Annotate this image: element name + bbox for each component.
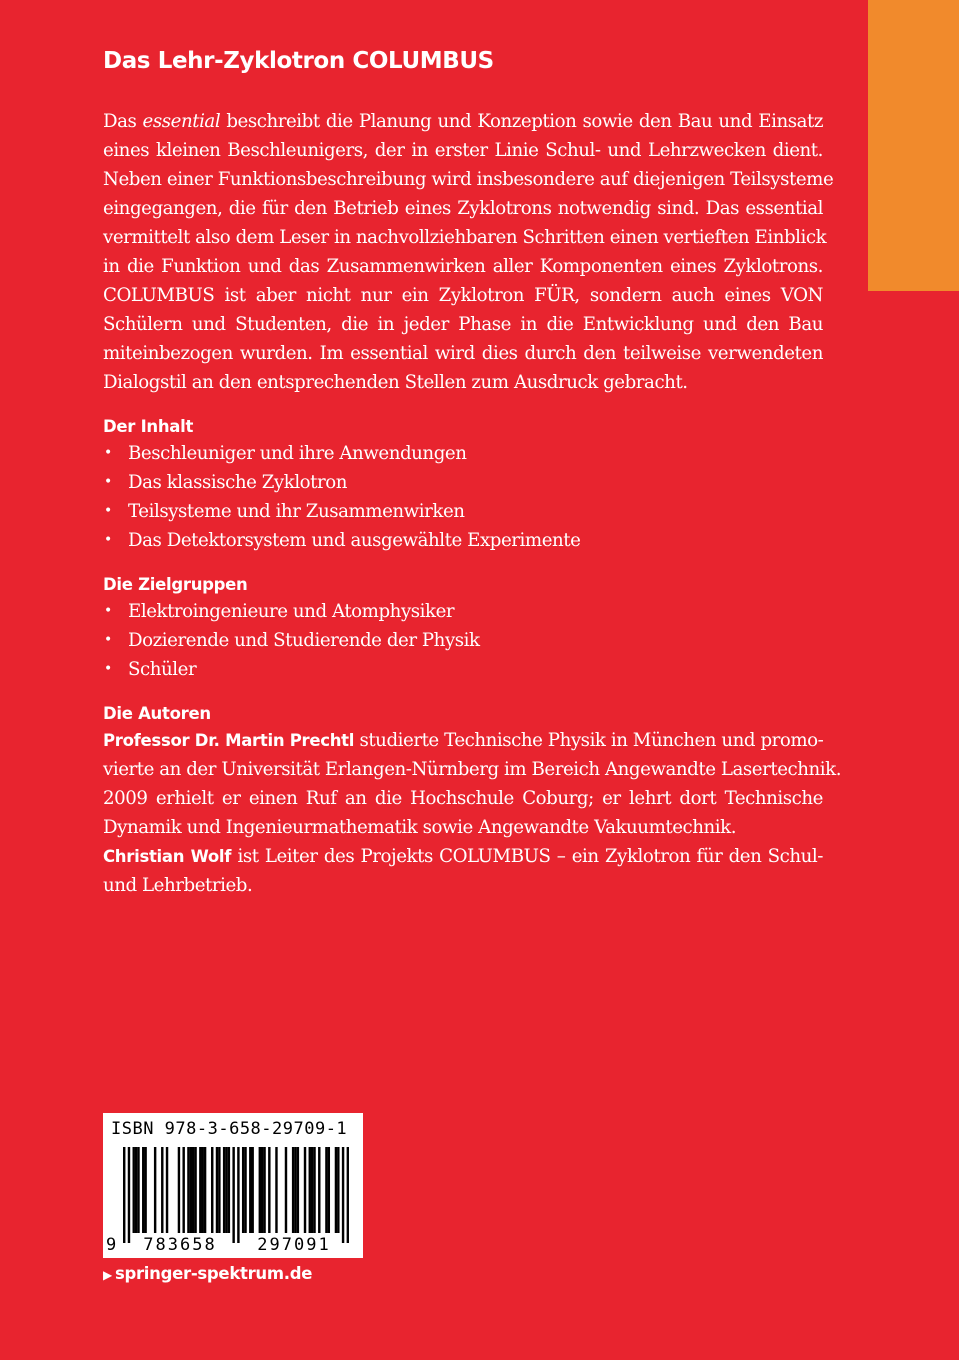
back-cover-text xyxy=(103,48,842,900)
author-line: und Lehrbetrieb. xyxy=(103,875,253,896)
barcode-bar xyxy=(166,1147,168,1233)
book-title: Das Lehr-Zyklotron COLUMBUS xyxy=(103,48,494,74)
barcode-bar xyxy=(199,1147,201,1233)
barcode-bar xyxy=(144,1147,146,1233)
barcode-bar xyxy=(325,1147,327,1233)
barcode-bar xyxy=(142,1147,144,1233)
barcode-bar xyxy=(192,1147,194,1233)
list-item: • Elektroingenieure und Atomphysiker xyxy=(103,597,823,626)
barcode-bar xyxy=(161,1147,163,1233)
bullet-icon: • xyxy=(104,532,112,548)
publisher-url: springer-spektrum.de xyxy=(114,1264,313,1283)
intro-line: Das essential beschreibt die Planung und Konzeption sowie den Bau und Einsatz xyxy=(103,111,823,132)
zielgruppen-list xyxy=(103,597,823,684)
barcode-bar xyxy=(232,1147,234,1243)
authors-paragraph xyxy=(103,726,842,900)
barcode-bar xyxy=(249,1147,251,1233)
barcode-bar xyxy=(135,1147,137,1233)
orange-accent-bar xyxy=(868,0,959,291)
bullet-icon: • xyxy=(104,474,112,490)
intro-line: eingegangen, die für den Betrieb eines Zyklotrons notwendig sind. Das essential xyxy=(103,198,823,219)
ean-first-digit: 9 xyxy=(106,1235,117,1255)
barcode-bar xyxy=(128,1147,130,1243)
list-item: • Teilsysteme und ihr Zusammenwirken xyxy=(103,497,823,526)
barcode-bar xyxy=(337,1147,339,1233)
bullet-icon: • xyxy=(104,661,112,677)
bullet-icon: • xyxy=(104,603,112,619)
ean-left-group: 783658 xyxy=(143,1235,217,1255)
intro-line: Neben einer Funktionsbeschreibung wird insbesondere auf diejenigen Teilsysteme xyxy=(103,169,834,190)
barcode-bar xyxy=(261,1147,263,1233)
barcode-bar xyxy=(347,1147,349,1243)
author-line: Christian Wolf ist Leiter des Projekts COLUMBUS – ein Zyklotron für den Schul- xyxy=(103,846,823,867)
barcode-bar xyxy=(259,1147,261,1233)
barcode-bar xyxy=(297,1147,299,1233)
barcode-bars xyxy=(123,1147,349,1243)
barcode-bar xyxy=(342,1147,344,1243)
barcode-bar xyxy=(225,1147,227,1233)
arrow-right-icon: ▶ xyxy=(103,1268,112,1282)
author-line: 2009 erhielt er einen Ruf an die Hochschule Coburg; er lehrt dort Technische xyxy=(103,788,823,809)
autoren-heading: Die Autoren xyxy=(103,704,211,723)
barcode-bar xyxy=(237,1147,239,1243)
barcode-bar xyxy=(154,1147,156,1233)
barcode-bar xyxy=(204,1147,206,1233)
intro-line: vermittelt also dem Leser in nachvollziehbaren Schritten einen vertieften Einblick xyxy=(103,227,827,248)
intro-line: Schülern und Studenten, die in jeder Phase in die Entwicklung und den Bau xyxy=(103,314,823,335)
barcode-bar xyxy=(268,1147,270,1233)
ean-right-group: 297091 xyxy=(257,1235,331,1255)
barcode-bar xyxy=(194,1147,196,1233)
barcode-bar xyxy=(182,1147,184,1233)
intro-paragraph xyxy=(103,107,834,397)
inhalt-heading: Der Inhalt xyxy=(103,417,194,436)
zielgruppen-heading: Die Zielgruppen xyxy=(103,575,248,594)
barcode-bar xyxy=(211,1147,213,1233)
barcode-bar xyxy=(123,1147,125,1243)
barcode-bar xyxy=(275,1147,277,1233)
list-item: • Das Detektorsystem und ausgewählte Experimente xyxy=(103,526,823,555)
barcode-bar xyxy=(223,1147,225,1233)
barcode-bar xyxy=(263,1147,265,1233)
barcode-bar xyxy=(328,1147,330,1233)
barcode-bar xyxy=(242,1147,244,1233)
isbn-label: ISBN 978-3-658-29709-1 xyxy=(111,1119,348,1139)
barcode-bar xyxy=(216,1147,218,1233)
intro-line: miteinbezogen wurden. Im essential wird dies durch den teilweise verwendeten xyxy=(103,343,823,364)
author-line: Dynamik und Ingenieurmathematik sowie Angewandte Vakuumtechnik. xyxy=(103,817,737,838)
barcode-bar xyxy=(228,1147,230,1233)
inhalt-list xyxy=(103,439,823,555)
list-item: • Beschleuniger und ihre Anwendungen xyxy=(103,439,823,468)
barcode-bar xyxy=(304,1147,306,1233)
barcode-bar xyxy=(251,1147,253,1233)
barcode-bar xyxy=(244,1147,246,1233)
author-name: Christian Wolf xyxy=(103,847,232,866)
barcode-bar xyxy=(190,1147,192,1233)
barcode-bar xyxy=(202,1147,204,1233)
barcode-bar xyxy=(218,1147,220,1233)
intro-line: Dialogstil an den entsprechenden Stellen zum Ausdruck gebracht. xyxy=(103,372,688,393)
barcode-bar xyxy=(318,1147,320,1233)
barcode-bar xyxy=(335,1147,337,1233)
intro-line: eines kleinen Beschleunigers, der in erster Linie Schul- und Lehrzwecken dient. xyxy=(103,140,823,161)
barcode-bar xyxy=(137,1147,139,1233)
barcode-bar xyxy=(178,1147,180,1233)
intro-line: in die Funktion und das Zusammenwirken aller Komponenten eines Zyklotrons. xyxy=(103,256,823,277)
intro-line: COLUMBUS ist aber nicht nur ein Zyklotron FÜR, sondern auch eines VON xyxy=(103,285,823,306)
barcode-bar xyxy=(187,1147,189,1233)
list-item: • Schüler xyxy=(103,655,823,684)
list-item: • Dozierende und Studierende der Physik xyxy=(103,626,823,655)
bullet-icon: • xyxy=(104,632,112,648)
bullet-icon: • xyxy=(104,503,112,519)
author-line: Professor Dr. Martin Prechtl studierte Technische Physik in München und promo- xyxy=(103,730,824,751)
ean-digits xyxy=(106,1235,358,1255)
bullet-icon: • xyxy=(104,445,112,461)
barcode-bar xyxy=(311,1147,313,1233)
barcode-bar xyxy=(133,1147,135,1233)
essential-emphasis: essential xyxy=(142,111,221,132)
barcode-bar xyxy=(292,1147,294,1233)
isbn-barcode xyxy=(103,1113,363,1258)
barcode-bar xyxy=(285,1147,287,1233)
barcode-bar xyxy=(309,1147,311,1233)
publisher-link[interactable] xyxy=(103,1264,312,1283)
author-line: vierte an der Universität Erlangen-Nürnberg im Bereich Angewandte Lasertechnik. xyxy=(103,759,842,780)
barcode-bar xyxy=(313,1147,315,1233)
list-item: • Das klassische Zyklotron xyxy=(103,468,823,497)
author-name: Professor Dr. Martin Prechtl xyxy=(103,731,355,750)
barcode-bar xyxy=(294,1147,296,1233)
